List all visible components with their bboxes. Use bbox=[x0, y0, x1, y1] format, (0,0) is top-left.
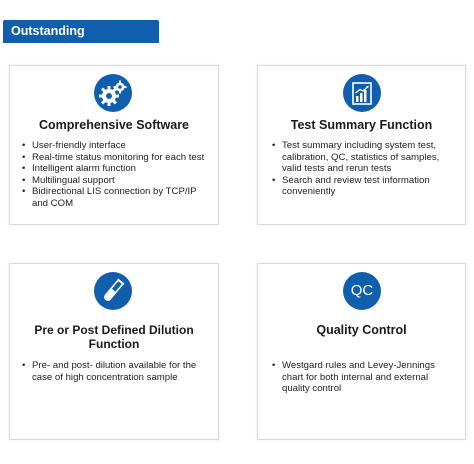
card-title: Test Summary Function bbox=[290, 118, 433, 132]
feature-card-test-summary bbox=[257, 65, 466, 225]
card-title: Comprehensive Software bbox=[38, 118, 190, 132]
list-item: • Search and review test information conveniently bbox=[272, 175, 457, 198]
feature-list bbox=[272, 140, 457, 198]
section-divider bbox=[3, 41, 159, 43]
section-title: Outstanding Technologies bbox=[3, 20, 159, 42]
list-item: • Intelligent alarm function bbox=[22, 163, 212, 175]
card-title: Quality Control bbox=[316, 323, 407, 337]
qc-icon-label: QC bbox=[350, 282, 374, 299]
feature-list bbox=[22, 360, 212, 383]
list-item: • Bidirectional LIS connection by TCP/IP and COM bbox=[22, 186, 212, 209]
feature-list bbox=[22, 140, 212, 210]
feature-card-quality-control bbox=[257, 263, 466, 440]
list-item: • User-friendly interface bbox=[22, 140, 212, 152]
list-item: • Pre- and post- dilution available for the case of high concentration sample bbox=[22, 360, 212, 383]
qc-icon bbox=[343, 272, 381, 310]
feature-card-software bbox=[9, 65, 219, 225]
feature-card-dilution bbox=[9, 263, 219, 440]
gears-icon bbox=[94, 74, 132, 112]
list-item: • Test summary including system test, calibration, QC, statistics of samples, valid tests and rerun tests bbox=[272, 140, 457, 175]
card-title: Pre or Post Defined Dilution Function bbox=[34, 323, 194, 351]
list-item: • Multilingual support bbox=[22, 175, 212, 187]
list-item: • Real-time status monitoring for each test bbox=[22, 152, 212, 164]
bar-chart-icon bbox=[343, 74, 381, 112]
test-tube-icon bbox=[94, 272, 132, 310]
list-item: • Westgard rules and Levey-Jennings chart for both internal and external quality control bbox=[272, 360, 457, 395]
feature-list bbox=[272, 360, 457, 395]
